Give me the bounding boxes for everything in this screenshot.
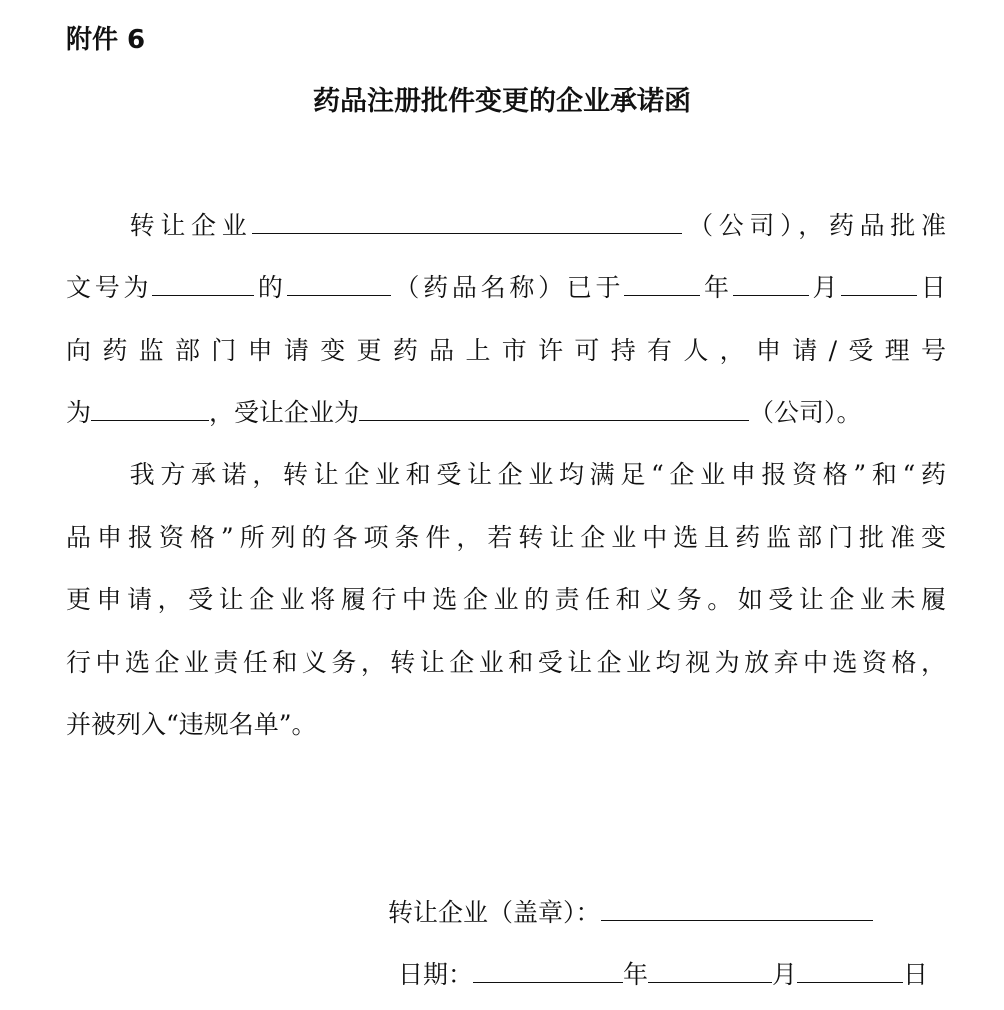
drug-name-label: （药品名称）已于 xyxy=(390,273,625,302)
date-month-label: 月 xyxy=(772,960,798,989)
apply-day-blank[interactable] xyxy=(841,273,917,296)
paragraph-1-line-2 xyxy=(66,270,946,306)
apply-year-blank[interactable] xyxy=(624,273,700,296)
transfer-company-label: 转让企业 xyxy=(124,211,253,240)
paragraph-2-line-5: 并被列入“违规名单”。 xyxy=(66,710,317,739)
acceptance-number-blank[interactable] xyxy=(91,398,209,421)
paragraph-2-line-3: 更申请，受让企业将履行中选企业的责任和义务。如受让企业未履 xyxy=(66,585,946,614)
seal-label: 转让企业（盖章）： xyxy=(388,898,601,927)
paragraph-2-line-1 xyxy=(66,457,946,493)
apply-month-label: 月 xyxy=(808,273,842,302)
paragraph-1-line-4 xyxy=(66,395,946,431)
date-year-label: 年 xyxy=(623,960,649,989)
acceptance-number-label: 为 xyxy=(66,398,92,427)
apply-day-label: 日 xyxy=(917,273,946,302)
date-label: 日期： xyxy=(398,960,474,989)
apply-year-label: 年 xyxy=(700,273,733,302)
company-suffix-approval: （公司），药品批准 xyxy=(682,211,946,240)
of-label: 的 xyxy=(254,273,287,302)
paragraph-2-line-2: 品申报资格”所列的各项条件，若转让企业中选且药监部门批准变 xyxy=(66,523,946,552)
drug-name-blank[interactable] xyxy=(287,273,391,296)
seal-blank[interactable] xyxy=(601,898,873,921)
company-suffix: （公司）。 xyxy=(749,398,862,427)
paragraph-1-line-1 xyxy=(66,208,946,244)
paragraph-1-line-3: 向药监部门申请变更药品上市许可持有人，申请/受理号 xyxy=(66,336,946,365)
date-day-blank[interactable] xyxy=(797,960,903,983)
paragraph-2-line-4: 行中选企业责任和义务，转让企业和受让企业均视为放弃中选资格， xyxy=(66,648,946,677)
seal-line xyxy=(388,895,873,931)
apply-month-blank[interactable] xyxy=(733,273,809,296)
date-line xyxy=(398,957,928,993)
date-day-label: 日 xyxy=(903,960,929,989)
approval-number-blank[interactable] xyxy=(152,273,254,296)
approval-number-label: 文号为 xyxy=(66,273,153,302)
transfer-company-blank[interactable] xyxy=(252,211,682,234)
date-month-blank[interactable] xyxy=(648,960,772,983)
date-year-blank[interactable] xyxy=(473,960,623,983)
attachment-label: 附件 6 xyxy=(66,25,146,55)
transferee-company-blank[interactable] xyxy=(359,398,749,421)
document-title: 药品注册批件变更的企业承诺函 xyxy=(313,86,691,117)
transferee-label: ，受让企业为 xyxy=(209,398,360,427)
paragraph-2-line-1-text: 我方承诺，转让企业和受让企业均满足“企业申报资格”和“药 xyxy=(124,460,946,489)
